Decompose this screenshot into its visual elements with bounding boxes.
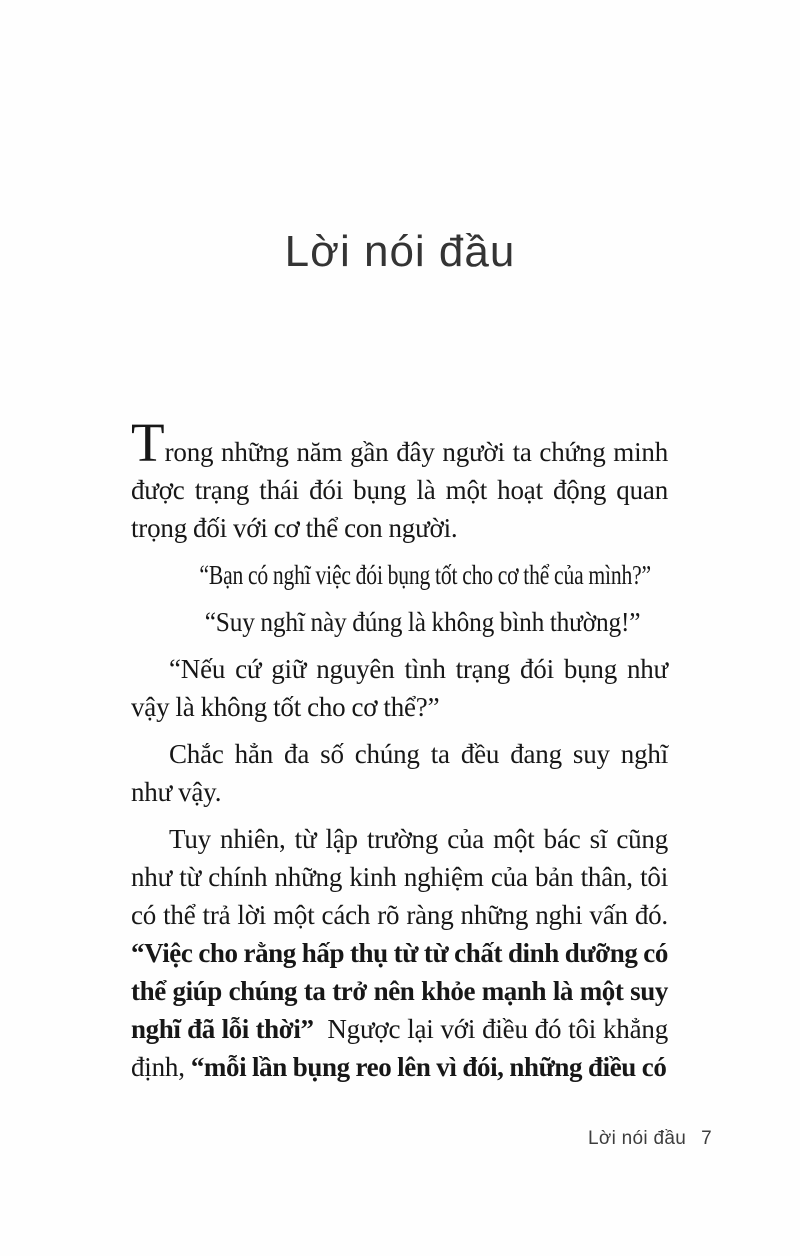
paragraph xyxy=(131,603,668,641)
paragraph: “Nếu cứ giữ nguyên tình trạng đói bụng như vậy là không tốt cho cơ thể?” xyxy=(131,654,668,722)
paragraph-text: Tuy nhiên, từ lập trường của một bác sĩ cũng như từ chính những kinh nghiệm của bản thân, tôi có thể trả lời một cách rõ ràng những nghi vấn đó. xyxy=(131,824,668,930)
paragraph xyxy=(131,820,668,1086)
drop-cap-letter: T xyxy=(131,412,165,473)
page-footer xyxy=(588,1127,712,1151)
footer-section-label: Lời nói đầu xyxy=(587,1128,687,1149)
paragraph-text: “Bạn có nghĩ việc đói bụng tốt cho cơ thể của mình?” xyxy=(199,560,651,590)
paragraph-text-bold: “Việc cho rằng hấp thụ từ từ chất dinh dưỡng có thể giúp chúng ta trở nên khỏe mạnh là một suy nghĩ đã lỗi thời” xyxy=(131,938,668,1044)
paragraph-text-bold: “mỗi lần bụng reo lên vì đói, những điều có xyxy=(190,1052,667,1082)
paragraph: Chắc hẳn đa số chúng ta đều đang suy nghĩ như vậy. xyxy=(131,739,668,807)
paragraph-text: Ngược lại với điều đó tôi khẳng định, xyxy=(131,1014,668,1082)
chapter-title: Lời nói đầu xyxy=(284,227,516,276)
paragraph xyxy=(131,556,668,594)
footer-page-number: 7 xyxy=(701,1128,712,1149)
paragraph-text: rong những năm gần đây người ta chứng minh được trạng thái đói bụng là một hoạt động quan trọng đối với cơ thể con người. xyxy=(131,437,668,543)
paragraph xyxy=(131,412,668,547)
paragraph-text: “Suy nghĩ này đúng là không bình thường!” xyxy=(204,607,641,637)
body-text xyxy=(131,412,668,1086)
